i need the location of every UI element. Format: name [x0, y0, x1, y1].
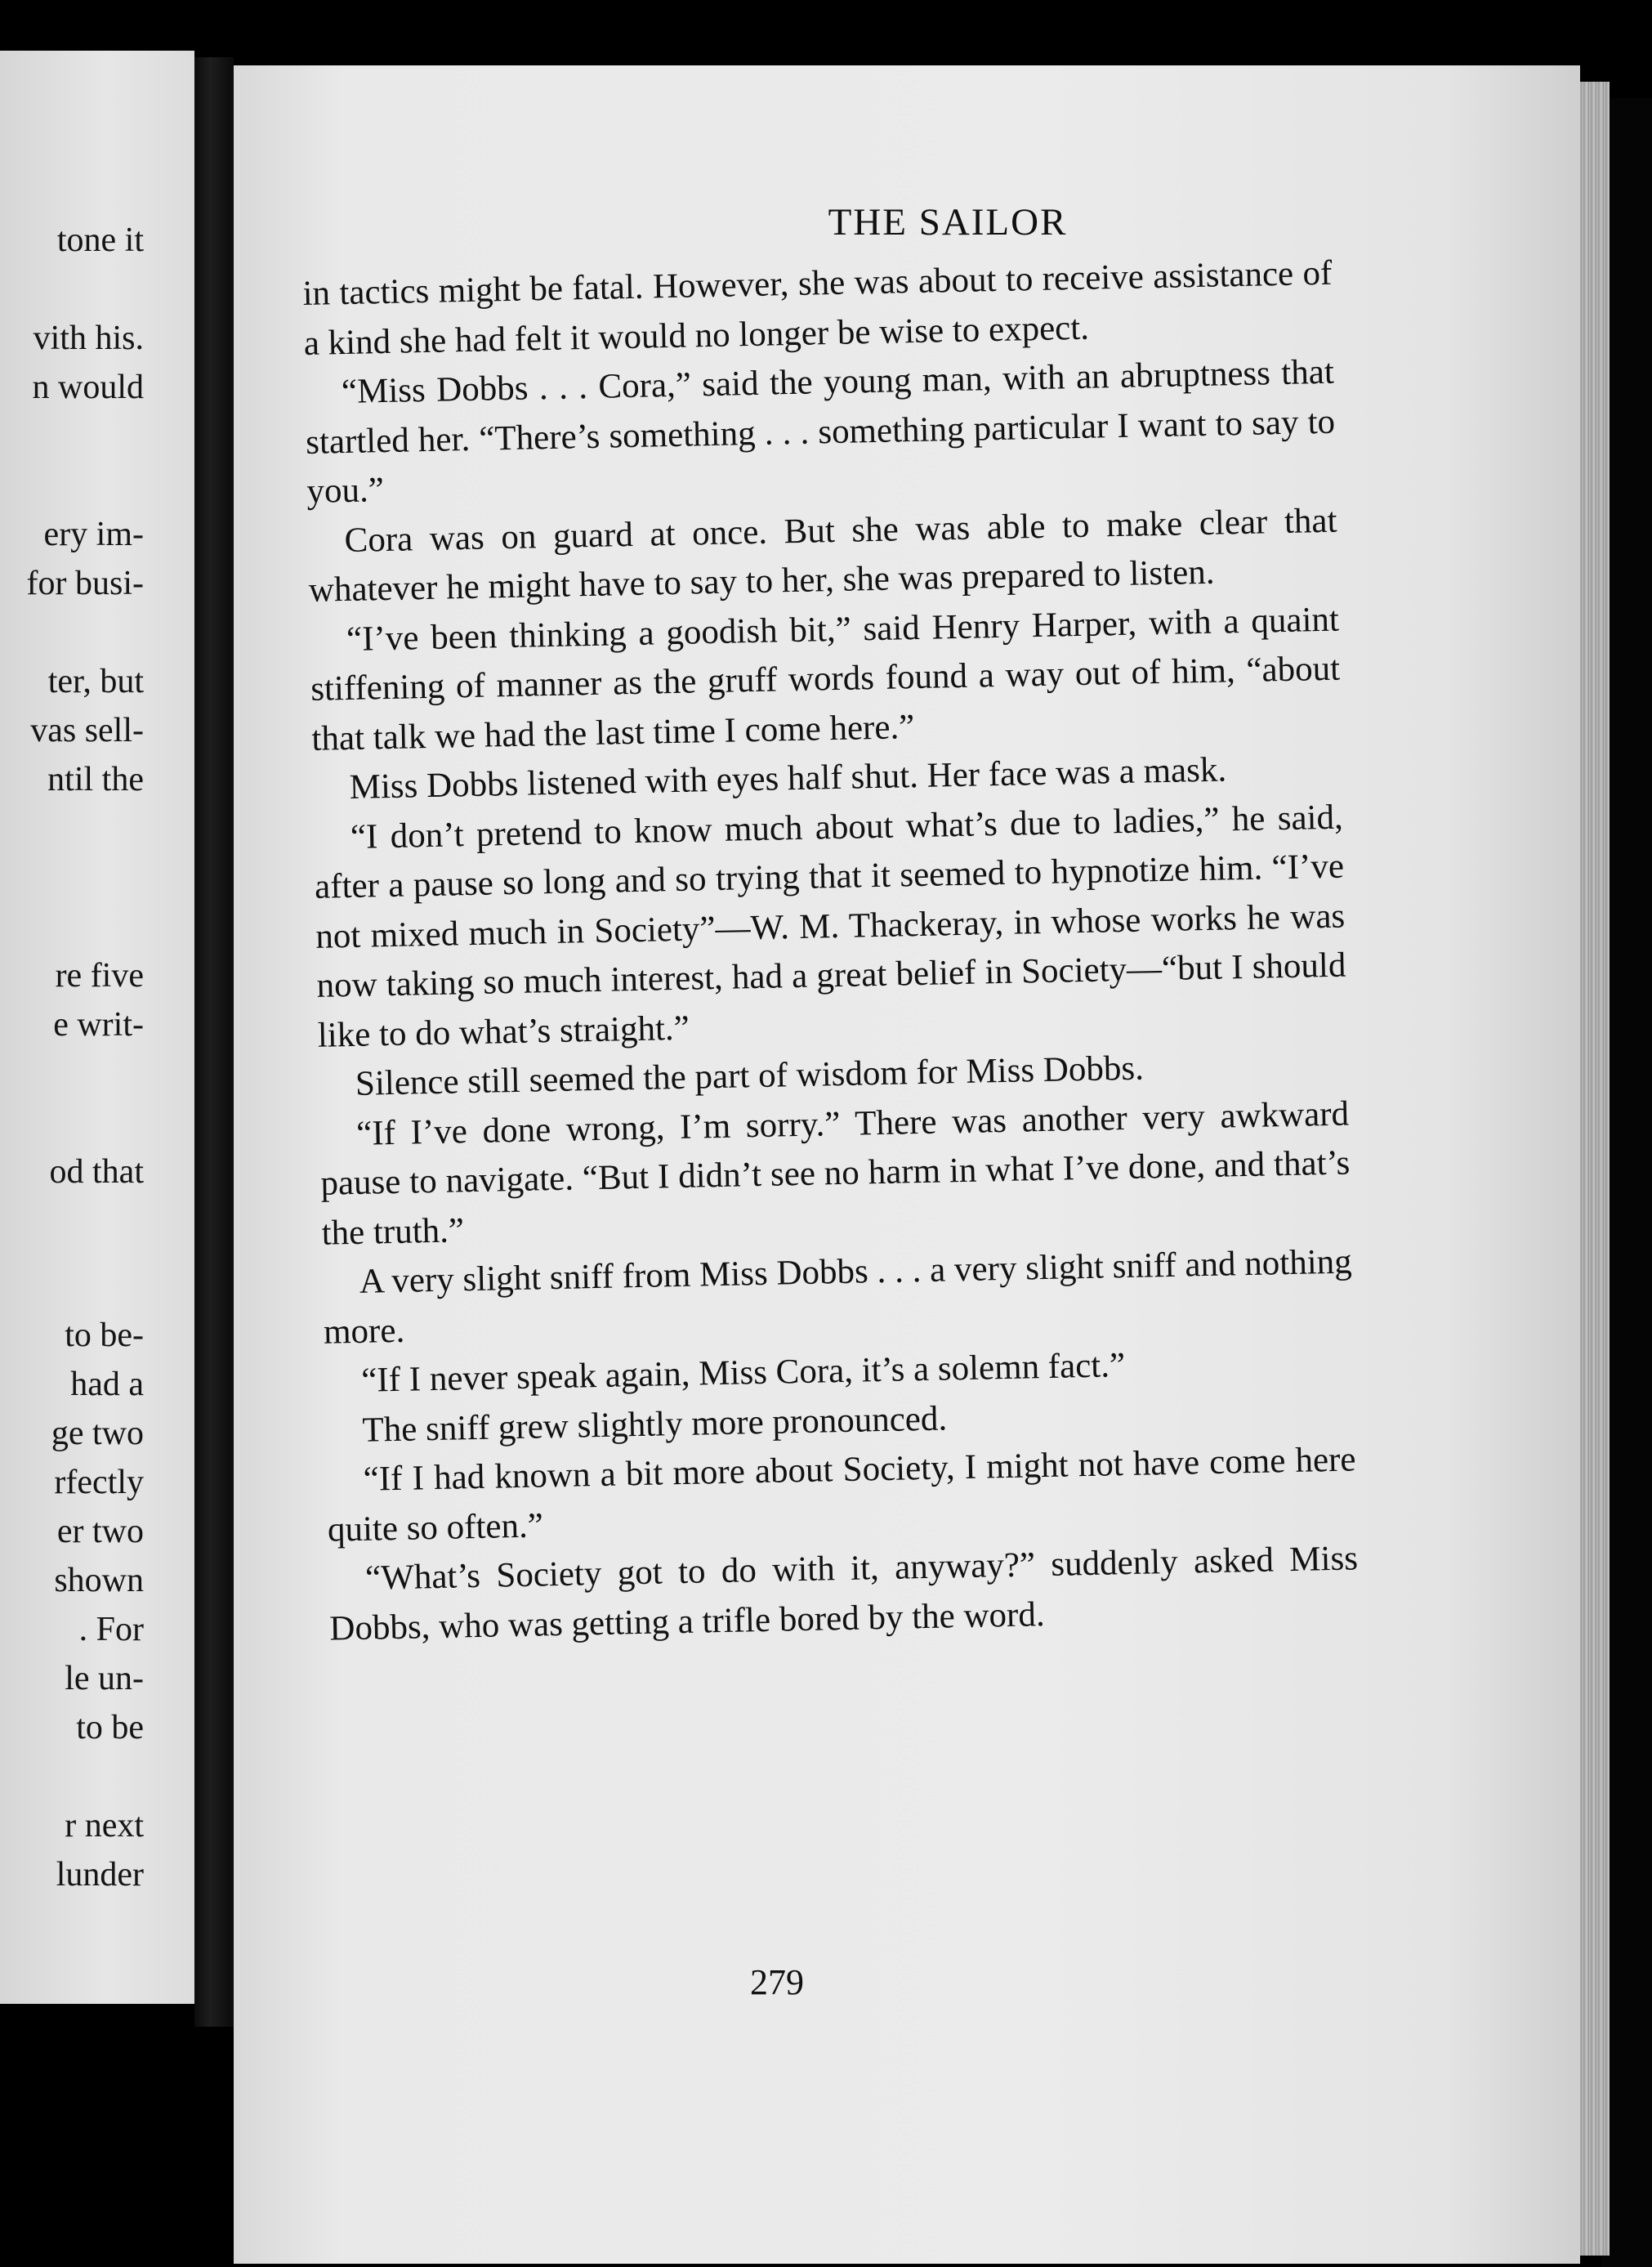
left-page-line: er two	[56, 1513, 144, 1550]
paragraph: The sniff grew slightly more pronounced.	[362, 1398, 948, 1450]
paragraph: “If I’ve done wrong, I’m sorry.” There was another very awkward pause to navigate. “But I didn’t see no harm in what I’ve done, and that’s the truth.”	[319, 1094, 1351, 1253]
left-page-line: ge two	[51, 1415, 144, 1452]
running-head: THE SAILOR	[828, 201, 1068, 244]
paragraph: Cora was on guard at once. But she was able to make clear that whatever he might have to say to her, she was prepared to listen.	[308, 501, 1337, 610]
paragraph: Silence still seemed the part of wisdom for Miss Dobbs.	[355, 1049, 1145, 1103]
left-page-line: e writ-	[53, 1006, 144, 1044]
paragraph: “I’ve been thinking a goodish bit,” said Henry Harper, with a quaint stiffening of manner as the gruff words found a way out of him, “about that talk we had the last time I come here.”	[310, 600, 1341, 758]
paragraph: “I don’t pretend to know much about what’s due to ladies,” he said, after a pause so long and so trying that it seemed to hypnotize him. “I’ve not mixed much in Society”—W. M. Thackeray, in whose works he was now taking so much interest, had a great belief in Society—“but I should like to do what’s straight.”	[314, 798, 1346, 1055]
paragraph: “What’s Society got to do with it, anyway?” suddenly asked Miss Dobbs, who was getting a trifle bored by the word.	[328, 1539, 1359, 1648]
body-text	[302, 249, 1360, 1654]
left-page	[0, 51, 194, 2004]
paragraph: “Miss Dobbs . . . Cora,” said the young man, with an abruptness that startled her. “There’s something . . . something particular I want to say to you.”	[305, 352, 1336, 511]
left-page-line: n would	[32, 369, 144, 406]
left-page-line: shown	[54, 1562, 144, 1599]
left-page-line: ntil the	[47, 761, 144, 798]
paragraph: A very slight sniff from Miss Dobbs . . . a very slight sniff and nothing more.	[323, 1242, 1353, 1352]
left-page-line: to be	[76, 1709, 144, 1746]
left-page-line: ery im-	[43, 516, 144, 553]
left-page-line: for busi-	[26, 565, 144, 602]
left-page-line: tone it	[56, 221, 144, 259]
paragraph: in tactics might be fatal. However, she was about to receive assistance of a kind she had felt it would no longer be wise to expect.	[302, 253, 1333, 363]
paragraph: “If I never speak again, Miss Cora, it’s a solemn fact.”	[360, 1346, 1126, 1400]
left-page-line: to be-	[65, 1317, 144, 1354]
book-gutter	[194, 57, 234, 2027]
left-page-line: re five	[55, 957, 144, 995]
left-page-line: le un-	[65, 1660, 144, 1697]
page-number: 279	[750, 1962, 804, 2002]
left-page-line: od that	[49, 1153, 144, 1191]
paragraph: “If I had known a bit more about Society, I might not have come here quite so often.”	[327, 1440, 1356, 1549]
left-page-line: lunder	[56, 1856, 144, 1894]
left-page-line: rfectly	[54, 1464, 144, 1501]
left-page-line: vas sell-	[30, 712, 144, 749]
left-page-line: . For	[78, 1611, 144, 1648]
paragraph: Miss Dobbs listened with eyes half shut. Her face was a mask.	[349, 750, 1227, 807]
left-page-line: vith his.	[33, 320, 144, 357]
left-page-line: ter, but	[47, 663, 144, 700]
left-page-line: r next	[65, 1807, 144, 1844]
left-page-line: had a	[70, 1366, 144, 1403]
